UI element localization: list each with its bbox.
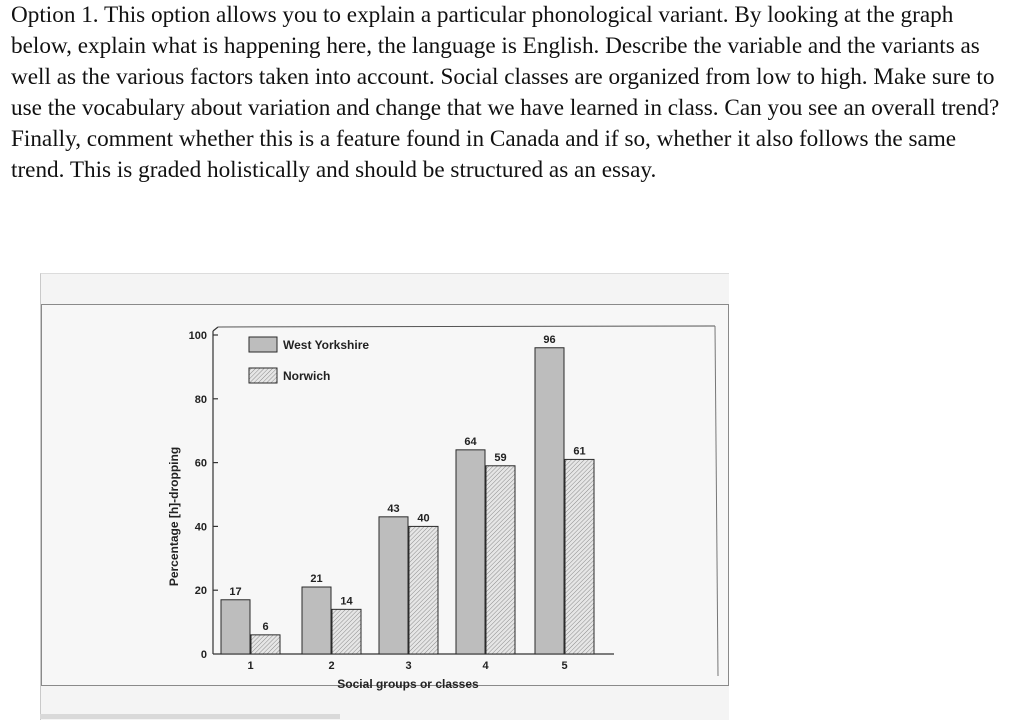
bar-norwich-4 xyxy=(486,466,515,654)
data-label: 61 xyxy=(573,445,586,458)
data-label: 14 xyxy=(340,595,353,608)
bar-norwich-2 xyxy=(332,609,361,654)
data-label: 64 xyxy=(464,435,477,448)
legend-swatch-west-yorkshire xyxy=(249,337,277,352)
y-axis-cap xyxy=(213,327,218,331)
data-label: 17 xyxy=(229,585,242,598)
data-label: 40 xyxy=(417,512,430,525)
x-axis-title: Social groups or classes xyxy=(337,677,479,691)
bar-norwich-3 xyxy=(409,526,438,654)
bar-west-yorkshire-5 xyxy=(535,348,564,654)
x-tick-label: 3 xyxy=(405,660,412,672)
bar-west-yorkshire-1 xyxy=(221,600,250,654)
data-label: 43 xyxy=(387,502,400,515)
x-tick-label: 1 xyxy=(247,660,254,672)
legend-swatch-norwich xyxy=(249,368,277,383)
legend-label: Norwich xyxy=(283,369,331,383)
data-label: 96 xyxy=(543,333,556,346)
chart-legend xyxy=(249,337,369,383)
data-label: 21 xyxy=(310,573,323,586)
data-label: 59 xyxy=(494,451,507,464)
bar-norwich-1 xyxy=(251,635,280,654)
x-tick-label: 2 xyxy=(328,660,335,672)
y-tick-label: 60 xyxy=(194,457,207,470)
plot-top-border xyxy=(218,326,715,327)
legend-label: West Yorkshire xyxy=(283,338,370,352)
y-tick-label: 100 xyxy=(188,330,207,342)
y-axis-title: Percentage [h]-dropping xyxy=(167,446,181,587)
y-tick-label: 0 xyxy=(200,649,207,661)
chart-bars xyxy=(221,348,594,654)
x-tick-label: 5 xyxy=(561,660,568,672)
bar-west-yorkshire-2 xyxy=(302,587,331,654)
x-tick-label: 4 xyxy=(482,660,489,672)
bar-west-yorkshire-4 xyxy=(456,450,485,654)
plot-right-border xyxy=(715,326,718,676)
y-tick-label: 80 xyxy=(194,393,207,406)
question-text: Option 1. This option allows you to explain a particular phonological variant. By looking at the graph below, explain what is happening here, the language is English. Describe the variable and the variants as well as the various factors taken into account. Social classes are organized from low to high. Make sure to use the vocabulary about variation and change that we have learned in class. Can you see an overall trend? Finally, comment whether this is a feature found in Canada and if so, whether it also follows the same trend. This is graded holistically and should be structured as an essay. xyxy=(11,2,1000,183)
y-tick-label: 20 xyxy=(194,585,207,598)
y-tick-label: 40 xyxy=(194,521,207,534)
data-label: 6 xyxy=(262,620,269,633)
bar-norwich-5 xyxy=(565,459,594,654)
bar-west-yorkshire-3 xyxy=(379,517,408,654)
